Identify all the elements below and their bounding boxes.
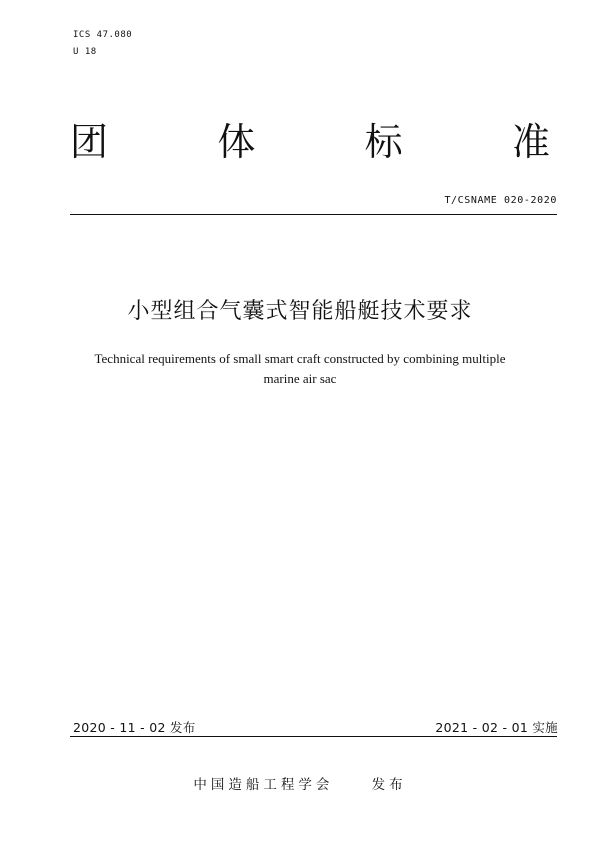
top-divider [70,214,557,215]
publish-date: 2020 - 11 - 02 发布 [73,720,196,735]
title-chinese: 小型组合气囊式智能船艇技术要求 [127,299,473,324]
standard-type-char: 标 [364,120,403,164]
publisher-action: 发布 [371,777,407,793]
standard-type-char: 体 [217,120,256,164]
ccs-code: U 18 [73,47,97,57]
title-english-line-1: Technical requirements of small smart craft constructed by combining multiple [94,351,506,366]
title-english-line-2: marine air sac [263,371,337,386]
standard-type-char: 团 [70,120,109,164]
standard-type-heading [70,118,550,166]
standard-code: T/CSNAME 020-2020 [444,195,557,206]
publisher-name: 中国造船工程学会 [193,777,334,793]
ics-code: ICS 47.080 [73,30,133,40]
standard-type-char: 准 [511,120,550,164]
title-english [60,349,540,389]
implementation-date: 2021 - 02 - 01 实施 [435,720,558,735]
bottom-divider [70,736,557,737]
publisher [0,773,600,793]
